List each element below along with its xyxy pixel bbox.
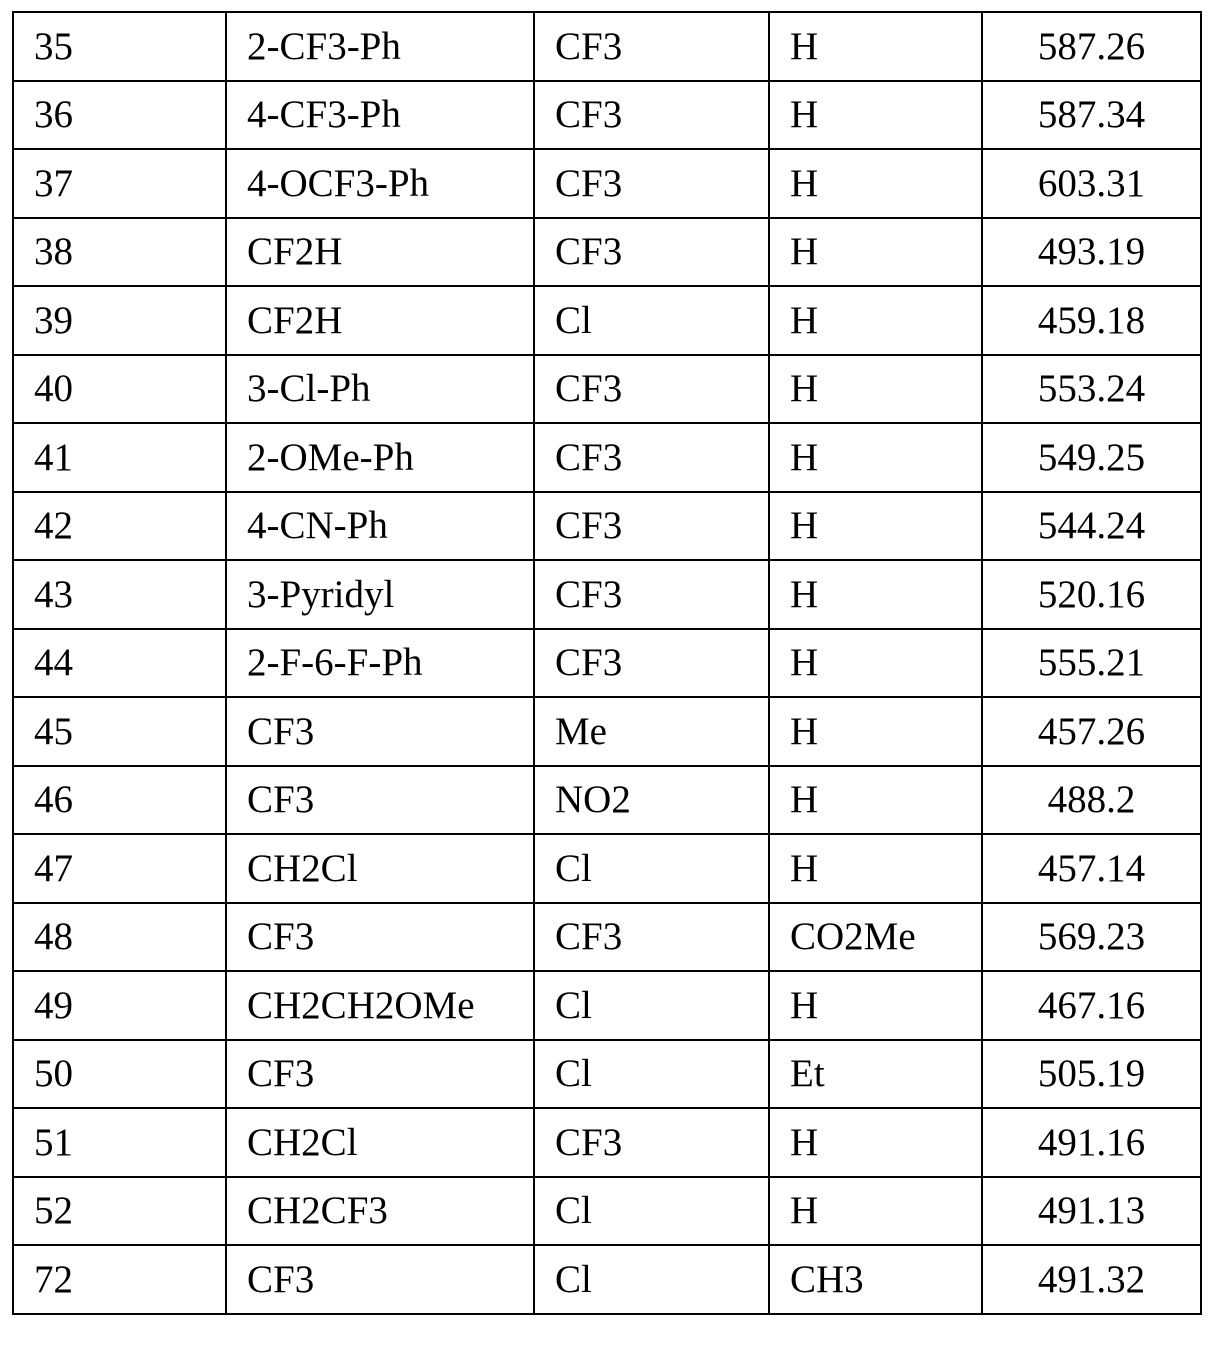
mass-cell: 491.13 bbox=[982, 1177, 1201, 1246]
substituent-r3-cell: H bbox=[769, 423, 982, 492]
substituent-r3-cell: CH3 bbox=[769, 1245, 982, 1314]
compound-number-cell: 41 bbox=[13, 423, 226, 492]
substituent-r2-cell: CF3 bbox=[534, 81, 769, 150]
table-row bbox=[13, 1177, 1201, 1246]
table-row bbox=[13, 1245, 1201, 1314]
table-row bbox=[13, 971, 1201, 1040]
mass-cell: 587.34 bbox=[982, 81, 1201, 150]
mass-cell: 457.26 bbox=[982, 697, 1201, 766]
substituent-r2-cell: CF3 bbox=[534, 423, 769, 492]
substituent-r2-cell: Cl bbox=[534, 834, 769, 903]
table-row bbox=[13, 1108, 1201, 1177]
mass-cell: 467.16 bbox=[982, 971, 1201, 1040]
compound-number-cell: 46 bbox=[13, 766, 226, 835]
substituent-r2-cell: NO2 bbox=[534, 766, 769, 835]
mass-cell: 488.2 bbox=[982, 766, 1201, 835]
mass-cell: 549.25 bbox=[982, 423, 1201, 492]
table-row bbox=[13, 81, 1201, 150]
table-row bbox=[13, 903, 1201, 972]
compound-number-cell: 52 bbox=[13, 1177, 226, 1246]
compound-number-cell: 38 bbox=[13, 218, 226, 287]
mass-cell: 603.31 bbox=[982, 149, 1201, 218]
compound-number-cell: 51 bbox=[13, 1108, 226, 1177]
compound-number-cell: 49 bbox=[13, 971, 226, 1040]
substituent-r3-cell: H bbox=[769, 492, 982, 561]
substituent-r1-cell: 2-CF3-Ph bbox=[226, 12, 534, 81]
substituent-r1-cell: 4-OCF3-Ph bbox=[226, 149, 534, 218]
table-row bbox=[13, 218, 1201, 287]
mass-cell: 491.32 bbox=[982, 1245, 1201, 1314]
substituent-r2-cell: CF3 bbox=[534, 218, 769, 287]
compound-number-cell: 39 bbox=[13, 286, 226, 355]
mass-cell: 505.19 bbox=[982, 1040, 1201, 1109]
substituent-r1-cell: CF3 bbox=[226, 766, 534, 835]
mass-cell: 493.19 bbox=[982, 218, 1201, 287]
substituent-r2-cell: Cl bbox=[534, 286, 769, 355]
mass-cell: 544.24 bbox=[982, 492, 1201, 561]
substituent-r3-cell: H bbox=[769, 971, 982, 1040]
mass-cell: 457.14 bbox=[982, 834, 1201, 903]
table-row bbox=[13, 12, 1201, 81]
substituent-r3-cell: H bbox=[769, 766, 982, 835]
compound-number-cell: 47 bbox=[13, 834, 226, 903]
substituent-r1-cell: 4-CN-Ph bbox=[226, 492, 534, 561]
compound-number-cell: 44 bbox=[13, 629, 226, 698]
substituent-r2-cell: CF3 bbox=[534, 12, 769, 81]
substituent-r2-cell: Cl bbox=[534, 1245, 769, 1314]
substituent-r2-cell: CF3 bbox=[534, 560, 769, 629]
substituent-r3-cell: H bbox=[769, 834, 982, 903]
substituent-r3-cell: H bbox=[769, 218, 982, 287]
substituent-r2-cell: CF3 bbox=[534, 149, 769, 218]
compound-table-body bbox=[13, 12, 1201, 1314]
compound-number-cell: 35 bbox=[13, 12, 226, 81]
compound-number-cell: 48 bbox=[13, 903, 226, 972]
substituent-r2-cell: CF3 bbox=[534, 355, 769, 424]
substituent-r3-cell: H bbox=[769, 697, 982, 766]
compound-number-cell: 43 bbox=[13, 560, 226, 629]
substituent-r3-cell: Et bbox=[769, 1040, 982, 1109]
substituent-r3-cell: H bbox=[769, 629, 982, 698]
compound-number-cell: 72 bbox=[13, 1245, 226, 1314]
substituent-r3-cell: H bbox=[769, 560, 982, 629]
compound-number-cell: 50 bbox=[13, 1040, 226, 1109]
table-row bbox=[13, 697, 1201, 766]
table-row bbox=[13, 423, 1201, 492]
substituent-r2-cell: Cl bbox=[534, 1177, 769, 1246]
substituent-r1-cell: 3-Pyridyl bbox=[226, 560, 534, 629]
substituent-r3-cell: H bbox=[769, 149, 982, 218]
table-row bbox=[13, 355, 1201, 424]
mass-cell: 569.23 bbox=[982, 903, 1201, 972]
table-row bbox=[13, 766, 1201, 835]
substituent-r2-cell: CF3 bbox=[534, 903, 769, 972]
substituent-r2-cell: Me bbox=[534, 697, 769, 766]
substituent-r1-cell: CH2CF3 bbox=[226, 1177, 534, 1246]
substituent-r3-cell: H bbox=[769, 355, 982, 424]
table-row bbox=[13, 834, 1201, 903]
table-row bbox=[13, 149, 1201, 218]
mass-cell: 587.26 bbox=[982, 12, 1201, 81]
table-row bbox=[13, 492, 1201, 561]
table-row bbox=[13, 629, 1201, 698]
mass-cell: 459.18 bbox=[982, 286, 1201, 355]
compound-number-cell: 40 bbox=[13, 355, 226, 424]
compound-number-cell: 36 bbox=[13, 81, 226, 150]
substituent-r2-cell: CF3 bbox=[534, 629, 769, 698]
table-row bbox=[13, 1040, 1201, 1109]
compound-table bbox=[12, 11, 1202, 1315]
substituent-r1-cell: CH2CH2OMe bbox=[226, 971, 534, 1040]
substituent-r3-cell: H bbox=[769, 1177, 982, 1246]
mass-cell: 491.16 bbox=[982, 1108, 1201, 1177]
substituent-r1-cell: CF3 bbox=[226, 903, 534, 972]
substituent-r2-cell: Cl bbox=[534, 971, 769, 1040]
compound-number-cell: 42 bbox=[13, 492, 226, 561]
table-row bbox=[13, 286, 1201, 355]
mass-cell: 553.24 bbox=[982, 355, 1201, 424]
substituent-r2-cell: CF3 bbox=[534, 492, 769, 561]
substituent-r1-cell: 4-CF3-Ph bbox=[226, 81, 534, 150]
substituent-r1-cell: 2-F-6-F-Ph bbox=[226, 629, 534, 698]
substituent-r2-cell: CF3 bbox=[534, 1108, 769, 1177]
substituent-r1-cell: CF2H bbox=[226, 286, 534, 355]
substituent-r3-cell: H bbox=[769, 286, 982, 355]
compound-number-cell: 37 bbox=[13, 149, 226, 218]
substituent-r1-cell: CH2Cl bbox=[226, 834, 534, 903]
substituent-r3-cell: H bbox=[769, 81, 982, 150]
substituent-r1-cell: CF2H bbox=[226, 218, 534, 287]
substituent-r2-cell: Cl bbox=[534, 1040, 769, 1109]
mass-cell: 555.21 bbox=[982, 629, 1201, 698]
table-row bbox=[13, 560, 1201, 629]
substituent-r1-cell: 3-Cl-Ph bbox=[226, 355, 534, 424]
compound-number-cell: 45 bbox=[13, 697, 226, 766]
substituent-r3-cell: H bbox=[769, 1108, 982, 1177]
substituent-r3-cell: CO2Me bbox=[769, 903, 982, 972]
substituent-r1-cell: CH2Cl bbox=[226, 1108, 534, 1177]
substituent-r1-cell: CF3 bbox=[226, 697, 534, 766]
substituent-r3-cell: H bbox=[769, 12, 982, 81]
substituent-r1-cell: CF3 bbox=[226, 1245, 534, 1314]
substituent-r1-cell: 2-OMe-Ph bbox=[226, 423, 534, 492]
substituent-r1-cell: CF3 bbox=[226, 1040, 534, 1109]
mass-cell: 520.16 bbox=[982, 560, 1201, 629]
